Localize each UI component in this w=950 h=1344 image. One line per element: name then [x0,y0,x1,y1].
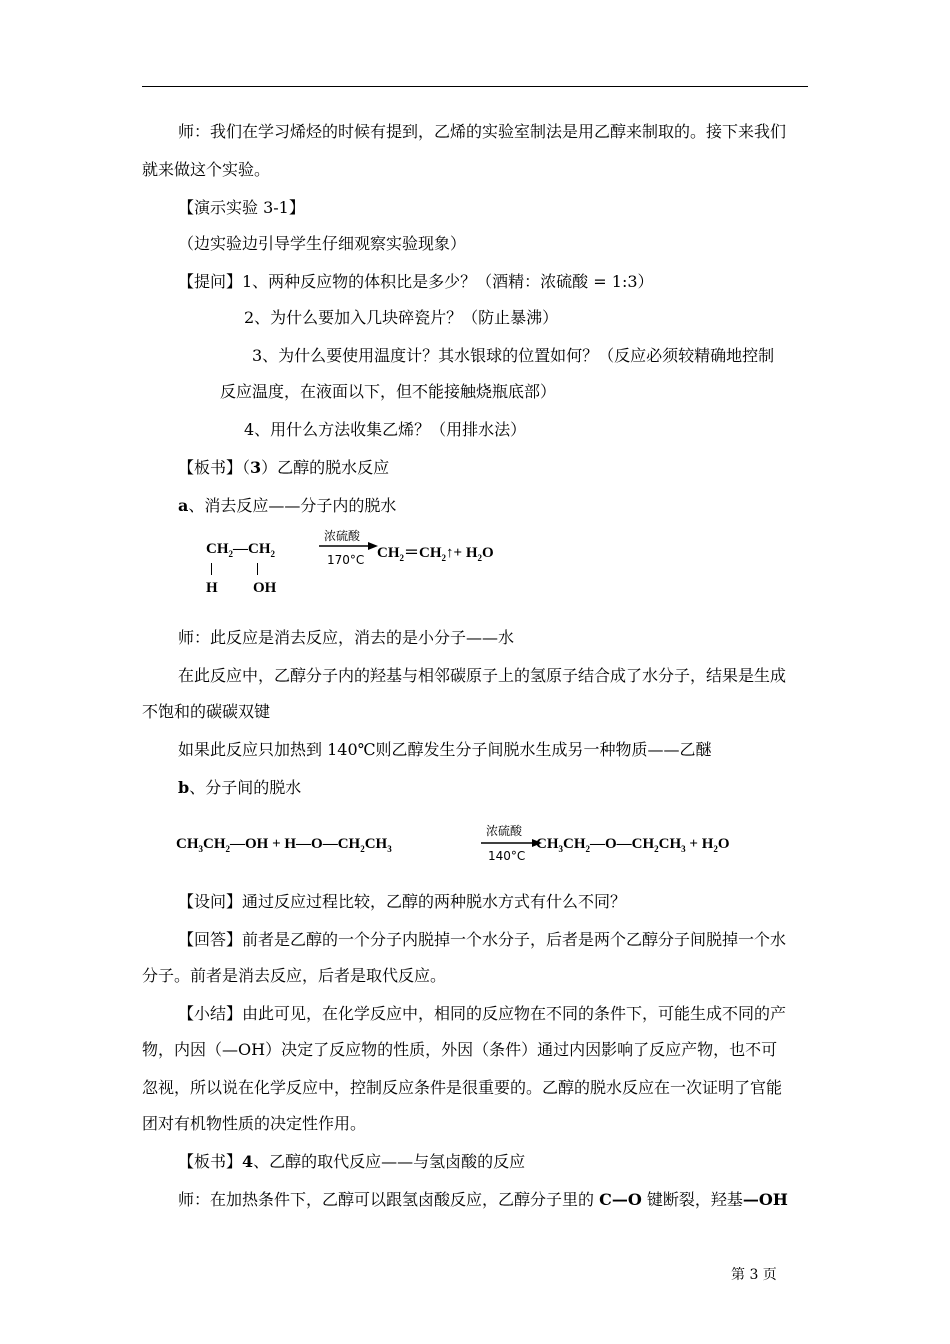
question-3-cont: 反应温度，在液面以下，但不能接触烧瓶底部） [220,382,557,401]
eq1-arrow [318,541,380,551]
header-rule [142,86,808,87]
para-teacher-intro-cont: 就来做这个实验。 [142,160,271,179]
summary-line-1: 【小结】由此可见，在化学反应中，相同的反应物在不同的条件下，可能生成不同的产 [178,1004,787,1023]
eq2-condition-top: 浓硫酸 [486,824,523,838]
summary-line-4: 团对有机物性质的决定性作用。 [142,1114,367,1133]
eq1-condition-top: 浓硫酸 [324,529,361,543]
para-140c: 如果此反应只加热到 140℃则乙醇发生分子间脱水生成另一种物质——乙醚 [178,740,712,759]
eq2-reactants: $CH_3CH_2—OH$ + $H—O—CH_2CH_3$ [176,836,392,854]
question-1: 【提问】1、两种反应物的体积比是多少？（酒精：浓硫酸 = 1:3） [178,272,654,291]
question-2: 2、为什么要加入几块碎瓷片？（防止暴沸） [244,308,559,327]
answer-line-1: 【回答】前者是乙醇的一个分子内脱掉一个水分子，后者是两个乙醇分子间脱掉一个水 [178,930,787,949]
para-elimination-note: 师：此反应是消去反应，消去的是小分子——水 [178,628,515,647]
eq2-product: $CH_3CH_2—O—CH_2CH_3 + H_2O$ [536,836,730,854]
demo-note: （边实验边引导学生仔细观察实验现象） [178,234,467,253]
board-4-heading: 【板书】4、乙醇的取代反应——与氢卤酸的反应 [178,1152,526,1171]
section-b-heading: b、分子间的脱水 [178,778,302,797]
section-a-heading: a、消去反应——分子内的脱水 [178,496,397,515]
summary-line-3: 忽视，所以说在化学反应中，控制反应条件是很重要的。乙醇的脱水反应在一次证明了官能 [142,1078,783,1097]
demo-experiment-heading: 【演示实验 3-1】 [178,198,305,217]
para-hydrohalic: 师：在加热条件下，乙醇可以跟氢卤酸反应，乙醇分子里的 C—O 键断裂，羟基—OH [178,1190,788,1209]
eq1-condition-bottom: 170°C [327,553,365,567]
eq2-condition-bottom: 140°C [488,849,526,863]
question-3: 3、为什么要使用温度计？其水银球的位置如何？（反应必须较精确地控制 [252,346,775,365]
eq1-hydrogen: H [206,580,218,596]
para-mechanism: 在此反应中，乙醇分子内的羟基与相邻碳原子上的氢原子结合成了水分子，结果是生成 [178,666,787,685]
question-compare: 【设问】通过反应过程比较，乙醇的两种脱水方式有什么不同？ [178,892,627,911]
summary-line-2: 物，内因（—OH）决定了反应物的性质，外因（条件）通过内因影响了反应产物，也不可 [142,1040,778,1059]
eq1-bond-oh [257,563,258,575]
question-4: 4、用什么方法收集乙烯？（用排水法） [244,420,527,439]
eq1-bond-h [211,563,212,575]
para-mechanism-cont: 不饱和的碳碳双键 [142,702,271,721]
eq1-reactant: $CH_2—CH_2$ [206,541,275,559]
eq1-product: $CH_2=CH_2↑+ H_2O$ [377,545,494,563]
para-teacher-intro: 师：我们在学习烯烃的时候有提到，乙烯的实验室制法是用乙醇来制取的。接下来我们 [178,122,787,141]
answer-line-2: 分子。前者是消去反应，后者是取代反应。 [142,966,447,985]
page-number: 第 3 页 [731,1267,777,1283]
eq2-arrow [480,838,544,848]
eq1-hydroxyl: OH [253,580,277,596]
board-3-heading: 【板书】（3）乙醇的脱水反应 [178,458,390,477]
